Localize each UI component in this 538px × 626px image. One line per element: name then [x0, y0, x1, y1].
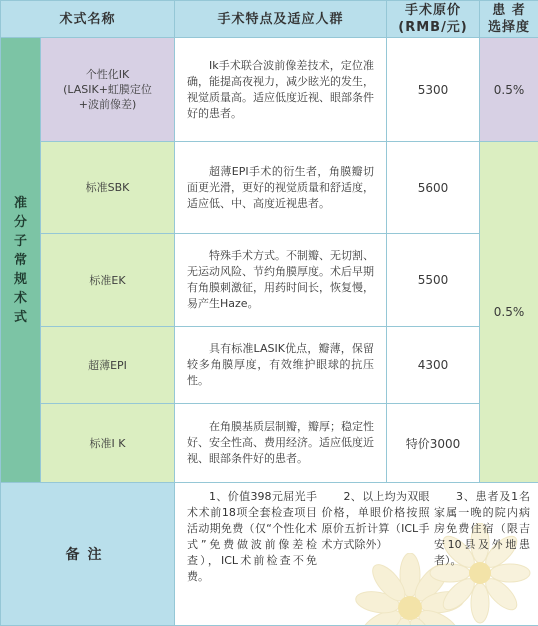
surgery-price: 5300 — [387, 38, 480, 142]
selection-rate: 0.5% — [480, 38, 538, 142]
surgery-price: 5500 — [387, 234, 480, 327]
surgery-features — [175, 404, 387, 483]
features-text: 超薄EPI手术的衍生者，角膜瓣切面更光滑，更好的视觉质量和舒适度，适应低、中、高度近视患者。 — [187, 164, 374, 212]
surgery-price: 特价3000 — [387, 404, 480, 483]
surgery-features — [175, 234, 387, 327]
features-text: 在角膜基质层制瓣，瓣厚；稳定性好、安全性高、费用经济。适应低度近视、眼部条件好的患者。 — [187, 419, 374, 467]
notes-label: 备注 — [1, 483, 175, 626]
surgery-name — [41, 404, 175, 483]
category-char: 术 — [1, 289, 40, 308]
surgery-name-line: 标准I K — [41, 436, 174, 451]
surgery-features — [175, 38, 387, 142]
table-row — [1, 142, 538, 234]
notes-row — [1, 483, 538, 626]
header-surgery-name: 术式名称 — [1, 1, 175, 38]
surgery-price: 5600 — [387, 142, 480, 234]
note-item — [322, 489, 430, 621]
note-text: 1、价值398元屈光手术术前18项全套检查项目活动期免费（仅“个性化术式”免费做波前像差检查），ICL术前检查不免费。 — [187, 489, 317, 585]
surgery-name — [41, 327, 175, 404]
note-item — [187, 489, 317, 621]
note-text: 3、患者及1名家属一晚的院内病房免费住宿（限吉安10县及外地患者）。 — [434, 489, 530, 569]
surgery-features — [175, 142, 387, 234]
features-text: Ik手术联合波前像差技术，定位准确，能提高夜视力，减少眩光的发生，视觉质量高。适应低度近视、眼部条件好的患者。 — [187, 58, 374, 122]
header-rate-line1: 患 者 — [480, 2, 538, 19]
notes-list — [175, 483, 538, 625]
surgery-name-line: 超薄EPI — [41, 358, 174, 373]
surgery-name-line: 标准EK — [41, 273, 174, 288]
table-row — [1, 327, 538, 404]
header-selection-rate — [480, 1, 538, 38]
surgery-name — [41, 142, 175, 234]
surgery-features — [175, 327, 387, 404]
header-features: 手术特点及适应人群 — [175, 1, 387, 38]
header-price-line1: 手术原价 — [387, 2, 479, 19]
features-text: 具有标准LASIK优点，瓣薄，保留较多角膜厚度，有效维护眼球的抗压性。 — [187, 341, 374, 389]
features-text: 特殊手术方式。不制瓣、无切割、无运动风险、节约角膜厚度。术后早期有角膜刺激征，用药时间长，恢复慢，易产生Haze。 — [187, 248, 374, 312]
surgery-name-line: (LASIK+虹膜定位 — [41, 82, 174, 97]
notes-body — [175, 483, 538, 626]
note-item — [434, 489, 530, 621]
surgery-name — [41, 38, 175, 142]
category-char: 常 — [1, 251, 40, 270]
category-char: 子 — [1, 232, 40, 251]
surgery-name — [41, 234, 175, 327]
category-char: 准 — [1, 194, 40, 213]
category-char: 式 — [1, 308, 40, 327]
header-rate-line2: 选择度 — [480, 19, 538, 36]
table-row — [1, 38, 538, 142]
category-char: 规 — [1, 270, 40, 289]
category-label — [1, 38, 41, 483]
note-text: 2、以上均为双眼价格，单眼价格按照原价五折计算（ICL手术方式除外） — [322, 489, 430, 553]
category-char: 分 — [1, 213, 40, 232]
surgery-price: 4300 — [387, 327, 480, 404]
header-price — [387, 1, 480, 38]
selection-rate: 0.5% — [480, 142, 538, 483]
surgery-name-line: +波前像差) — [41, 97, 174, 112]
table-row — [1, 404, 538, 483]
table-row — [1, 234, 538, 327]
surgery-name-line: 个性化IK — [41, 67, 174, 82]
table-header-row — [1, 1, 538, 38]
surgery-name-line: 标准SBK — [41, 180, 174, 195]
header-price-line2: (RMB/元) — [387, 19, 479, 36]
